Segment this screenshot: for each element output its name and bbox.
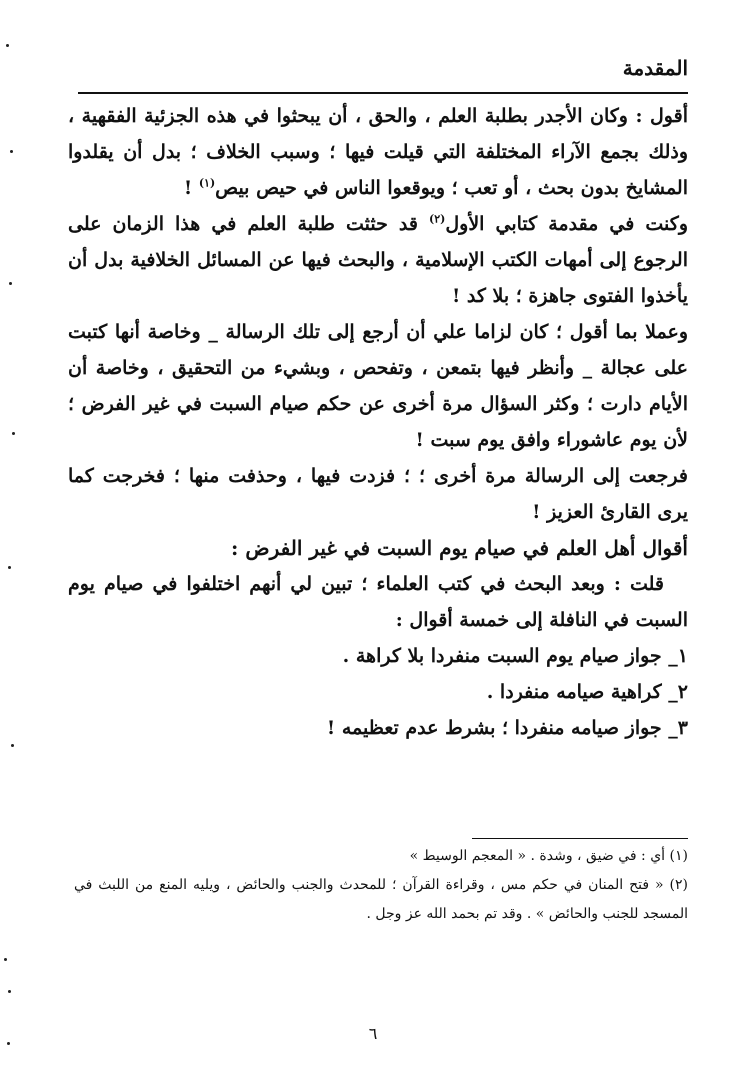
- scan-speck: [9, 282, 12, 285]
- scan-speck: [6, 44, 9, 47]
- chapter-title: المقدمة: [622, 56, 688, 80]
- paragraph-4: فرجعت إلى الرسالة مرة أخرى ؛ ؛ فزدت فيها ، وحذفت منها ؛ فخرجت كما يرى القارئ العزيز !: [68, 465, 688, 523]
- paragraph-3: وعملا بما أقول ؛ كان لزاما علي أن أرجع إلى تلك الرسالة _ وخاصة أنها كتبت على عجالة _ وأنظر فيها بتمعن ، وتفحص ، وبشيء من التحقيق ، وخاصة أن الأيام دارت ؛ وكثر السؤال مرة أخرى عن حكم صيام السبت في غير الفرض ؛ لأن يوم عاشوراء وافق يوم سبت !: [68, 321, 688, 451]
- footnote-divider: [472, 838, 688, 839]
- scan-speck: [7, 1042, 10, 1045]
- page-number: ٦: [368, 1024, 378, 1043]
- scan-speck: [11, 744, 14, 747]
- footnote-ref-1[interactable]: (١): [198, 176, 216, 190]
- footnote-2-marker: (٢): [669, 877, 688, 893]
- footnote-1-text: أي : في ضيق ، وشدة . « المعجم الوسيط »: [409, 848, 670, 864]
- list-item-2: ٢_ كراهية صيامه منفردا .: [486, 681, 688, 703]
- footnote-1: [74, 842, 688, 871]
- list-item-1: ١_ جواز صيام يوم السبت منفردا بلا كراهة .: [342, 645, 688, 667]
- paragraph-1-text: أقول : وكان الأجدر بطلبة العلم ، والحق ، أن يبحثوا في هذه الجزئية الفقهية ، وذلك بجمع الآراء المختلفة التي قيلت فيها ؛ وسبب الخلاف ؛ بدل أن يقلدوا المشايخ بدون بحث ، أو تعب ؛ ويوقعوا الناس في حيص بيص: [68, 105, 688, 199]
- footnote-ref-2[interactable]: (٢): [428, 212, 446, 226]
- scan-speck: [8, 566, 11, 569]
- paragraph-1: [68, 98, 688, 206]
- paragraph-2-text-a: وكنت في مقدمة كتابي الأول: [445, 213, 689, 235]
- section-heading: أقوال أهل العلم في صيام يوم السبت في غير الفرض :: [231, 536, 688, 560]
- paragraph-1-end: !: [183, 177, 199, 199]
- list-item-3: ٣_ جواز صيامه منفردا ؛ بشرط عدم تعظيمه !: [326, 717, 688, 739]
- paragraph-2: [68, 206, 688, 314]
- footnote-1-marker: (١): [669, 848, 688, 864]
- page-header: [78, 46, 688, 94]
- footnotes: [74, 842, 688, 929]
- scan-speck: [12, 432, 15, 435]
- footnote-2-text: « فتح المنان في حكم مس ، وقراءة القرآن ؛ للمحدث والجنب والحائض ، ويليه المنع من اللبث في المسجد للجنب والحائض » . وقد تم بحمد الله عز وجل .: [74, 877, 688, 922]
- scan-speck: [10, 150, 13, 153]
- body-text: [68, 98, 688, 746]
- scan-speck: [8, 990, 11, 993]
- paragraph-5: قلت : وبعد البحث في كتب العلماء ؛ تبين لي أنهم اختلفوا في صيام يوم السبت في النافلة إلى خمسة أقوال :: [68, 573, 688, 631]
- footnote-2: [74, 871, 688, 929]
- scan-speck: [4, 958, 7, 961]
- paragraph-2-text-b: قد حثثت طلبة العلم في هذا الزمان على الرجوع إلى أمهات الكتب الإسلامية ، والبحث فيها عن المسائل الخلافية بدل أن يأخذوا الفتوى جاهزة ؛ بلا كد !: [68, 213, 688, 307]
